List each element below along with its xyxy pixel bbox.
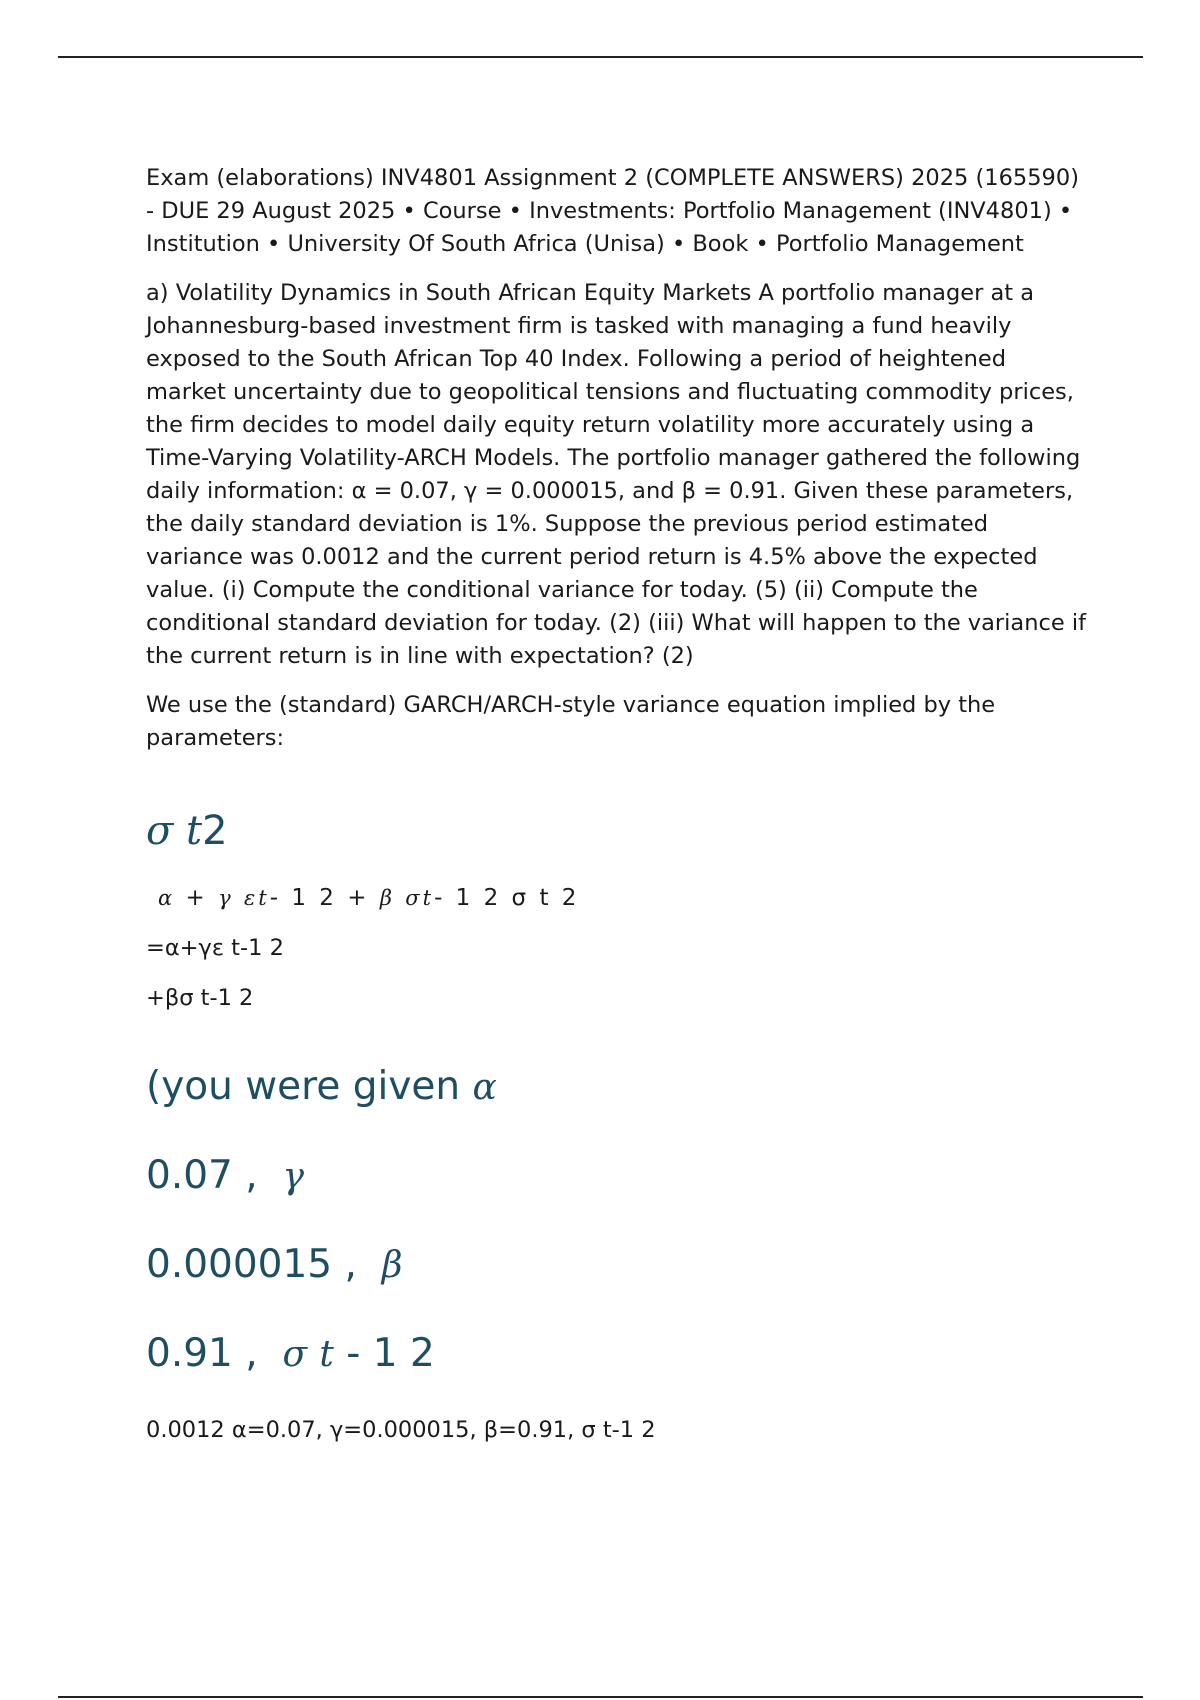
eq-tail: - 1 2 σ t 2	[434, 885, 580, 911]
top-rule	[58, 56, 1143, 58]
equation-line-a: =α+γε t-1 2	[146, 935, 284, 961]
document-content	[146, 162, 1086, 1445]
eq-t-1: t	[258, 886, 270, 910]
given-alpha-symbol: α	[472, 1067, 497, 1108]
given-summary: 0.0012 α=0.07, γ=0.000015, β=0.91, σ t-1 2	[146, 1417, 656, 1443]
intro-text: We use the (standard) GARCH/ARCH-style variance equation implied by the parameters:	[146, 692, 996, 751]
sigma-exponent: 2	[202, 808, 228, 854]
given-sigma-tail: - 1 2	[346, 1331, 435, 1376]
document-header: Exam (elaborations) INV4801 Assignment 2 (COMPLETE ANSWERS) 2025 (165590) - DUE 29 August 2025 • Course • Investments: Portfolio Management (INV4801) • Institution • University Of South Africa (Unisa) • Book • Portfolio Management	[146, 165, 1079, 257]
given-line-1	[146, 1063, 1086, 1112]
eq-plus-2: +	[347, 885, 370, 911]
given-line-3	[146, 1241, 1086, 1290]
question-text: a) Volatility Dynamics in South African Equity Markets A portfolio manager at a Johannesburg-based investment firm is tasked with managing a fund heavily exposed to the South African Top 40 Index. Following a period of heightened market uncertainty due to geopolitical tensions and fluctuating commodity prices, the firm decides to model daily equity return volatility more accurately using a Time-Varying Volatility-ARCH Models. The portfolio manager gathered the following daily information: α = 0.07, γ = 0.000015, and β = 0.91. Given these parameters, the daily standard deviation is 1%. Suppose the previous period estimated variance was 0.0012 and the current period return is 4.5% above the expected value. (i) Compute the conditional variance for today. (5) (ii) Compute the conditional standard deviation for today. (2) (iii) What will happen to the variance if the current return is in line with expectation? (2)	[146, 280, 1087, 669]
equation-line-b: +βσ t-1 2	[146, 985, 254, 1011]
given-gamma-symbol: γ	[282, 1156, 304, 1197]
given-line-4-text: 0.91 ,	[146, 1331, 258, 1376]
eq-epsilon: ε	[243, 886, 259, 910]
given-line-3-text: 0.000015 ,	[146, 1242, 357, 1287]
bottom-rule	[58, 1696, 1143, 1698]
given-line-2	[146, 1152, 1086, 1201]
eq-sigma: σ	[405, 886, 423, 910]
given-beta-symbol: β	[381, 1245, 403, 1286]
given-line-2-text: 0.07 ,	[146, 1153, 258, 1198]
equation-inline	[158, 883, 1086, 913]
eq-alpha: α	[158, 886, 176, 910]
sigma-symbol: σ	[146, 808, 174, 854]
given-line-4	[146, 1330, 1086, 1379]
eq-plus-1: +	[185, 885, 208, 911]
eq-beta: β	[379, 886, 395, 910]
equation-heading	[146, 807, 1086, 855]
given-sigma-subscript: t	[319, 1334, 334, 1375]
sigma-subscript: t	[186, 808, 203, 854]
given-line-1-text: (you were given	[146, 1064, 461, 1109]
given-sigma-symbol: σ	[282, 1334, 308, 1375]
eq-minus-1-2-a: - 1 2	[269, 885, 337, 911]
eq-t-2: t	[422, 886, 435, 910]
eq-gamma: γ	[218, 886, 234, 910]
